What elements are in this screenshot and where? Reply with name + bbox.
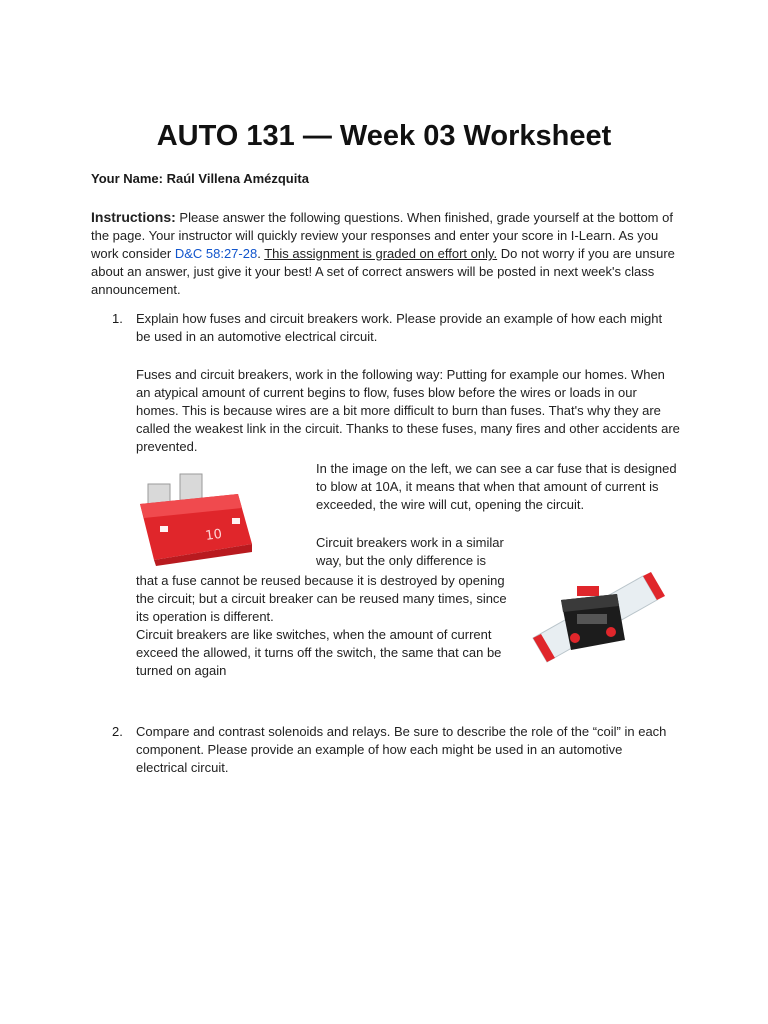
instructions-paragraph — [91, 208, 681, 299]
fuse-rating-label: 10 — [204, 526, 223, 544]
car-fuse-image — [134, 464, 258, 568]
instructions-text-1: Please answer the following questions. When finished, grade yourself at the bottom of the page. Your instructor will quickly review your responses and enter your score in I-Learn. As you work consider — [91, 210, 673, 261]
graded-on-effort-note: This assignment is graded on effort only. — [264, 246, 498, 261]
worksheet-title: AUTO 131 — Week 03 Worksheet — [156, 120, 612, 152]
instructions-label: Instructions: — [91, 209, 176, 225]
instructions-text-3: Do not worry if you are unsure about an answer, just give it your best! A set of correct answers will be posted in next week's class announcement. — [91, 246, 675, 297]
question-1-prompt: Explain how fuses and circuit breakers work. Please provide an example of how each might be used in an automotive electrical circuit. — [136, 311, 663, 344]
answer-1-paragraph-4-text: that a fuse cannot be reused because it is destroyed by opening the circuit; but a circuit breaker can be reused many times, since its operation is different. — [136, 573, 507, 624]
question-2-prompt: Compare and contrast solenoids and relays. Be sure to describe the role of the “coil” in each component. Please provide an example of how each might be used in an automotive electrical circuit. — [136, 724, 667, 775]
scripture-link[interactable]: D&C 58:27-28 — [174, 246, 258, 261]
answer-1-paragraph-1: Fuses and circuit breakers, work in the following way: Putting for example our homes. When an atypical amount of current begins to flow, fuses blow before the wires or loads in our homes. This is because wires are a bit more difficult to burn than fuses. That's why they are called the weakest link in the circuit. Thanks to these fuses, many fires and other accidents are prevented. — [136, 367, 680, 454]
answer-1-paragraph-5-text: Circuit breakers are like switches, when the amount of current exceed the allowed, it turns off the switch, the same that can be turned on again — [136, 627, 502, 678]
circuit-breaker-image — [527, 550, 667, 686]
student-name: Your Name: Raúl Villena Amézquita — [91, 171, 309, 186]
answer-1-paragraph-4 — [136, 572, 516, 680]
question-2-number: 2. — [112, 724, 123, 739]
question-1-number: 1. — [112, 311, 123, 326]
answer-1-paragraph-2: In the image on the left, we can see a car fuse that is designed to blow at 10A, it means that when that amount of current is exceeded, the wire will cut, opening the circuit. — [316, 461, 677, 512]
instructions-text-2: . — [257, 246, 265, 261]
answer-1-paragraph-3: Circuit breakers work in a similar way, but the only difference is — [316, 535, 504, 568]
